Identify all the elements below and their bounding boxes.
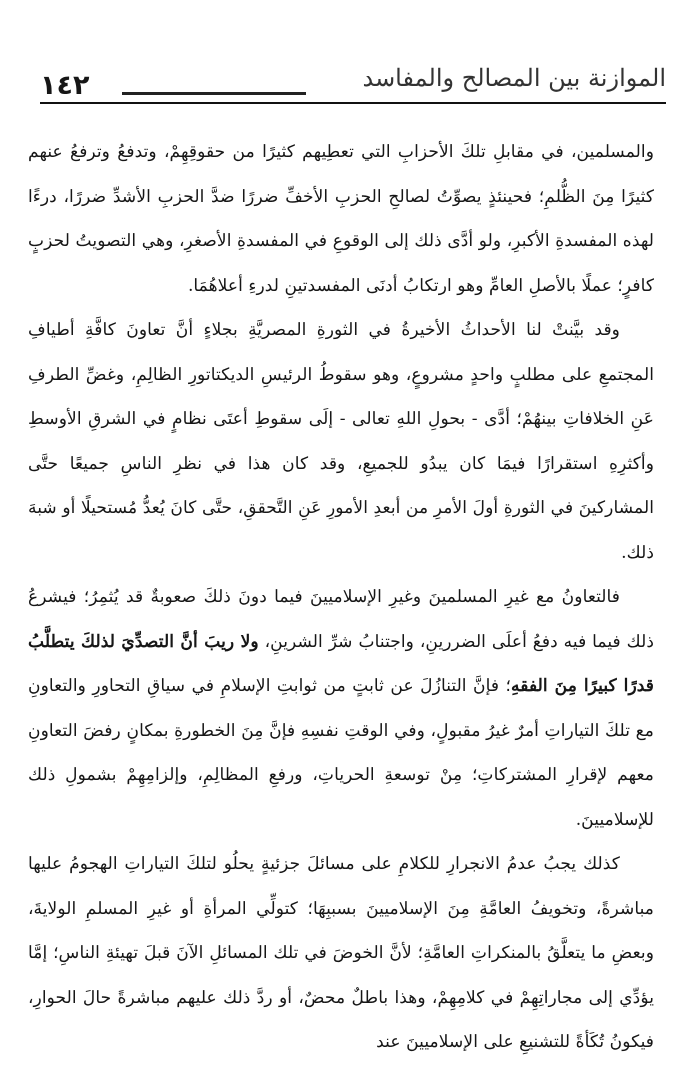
header-rule: [122, 92, 306, 95]
paragraph: [28, 575, 654, 842]
running-title: الموازنة بين المصالح والمفاسد: [362, 64, 666, 92]
paragraph-text: والمسلمين، في مقابلِ تلكَ الأحزابِ التي تعطِيهم كثيرًا من حقوقِهِمْ، وتدفعُ وترفعُ عنهم كثيرًا مِنَ الظُّلمِ؛ فحينئذٍ يصوِّتُ لصالحِ الحزبِ الأخفِّ ضررًا ضدَّ الحزبِ الأشدِّ ضررًا، درءًا لهذه المفسدةِ الأكبرِ، ولو أدَّى ذلك إلى الوقوعِ في المفسدةِ الأصغرِ، وهي التصويتُ لحزبٍ كافرٍ؛ عملًا بالأصلِ العامِّ وهو ارتكابُ أدنَى المفسدتينِ لدرءِ أعلاهُمَا.: [28, 142, 654, 296]
paragraph-text: فالتعاونُ مع غيرِ المسلمينَ وغيرِ الإسلاميينَ فيما دونَ ذلكَ صعوبةٌ قد يُثمِرُ؛ فيشرعُ ذلك فيما فيه دفعُ أعلَى الضررينِ، واجتنابُ شرِّ الشرينِ،: [28, 587, 655, 652]
paragraph: [28, 308, 654, 575]
header-divider: [40, 102, 666, 104]
body-text: [28, 130, 654, 1065]
paragraph-text: كذلك يجبُ عدمُ الانجرارِ للكلامِ على مسائلَ جزئيةٍ يحلُو لتلكَ التياراتِ الهجومُ عليها مباشرةً، وتخويفُ العامَّةِ مِنَ الإسلاميينَ بسببِهَا؛ كتولِّي المرأةِ أو غيرِ المسلمِ الولايةَ، وبعضِ ما يتعلَّقُ بالمنكراتِ العامَّةِ؛ لأنَّ الخوضَ في تلك المسائلِ الآنَ قبلَ تهيئةِ الناسِ؛ إمَّا يؤدِّي إلى مجاراتِهِمْ في كلامِهِمْ، وهذا باطلٌ محضٌ، أو ردَّ ذلك عليهم مباشرةً حالَ الحوارِ، فيكونُ تُكَأةً للتشنيعِ على الإسلاميينَ عند: [28, 854, 654, 1052]
paragraph-text: ؛ فإنَّ التنازُلَ عن ثابتٍ من ثوابتِ الإسلامِ في سياقِ التحاورِ والتعاونِ مع تلكَ التياراتِ أمرٌ غيرُ مقبولٍ، وفي الوقتِ نفسِهِ فإنَّ مِنَ الخطورةِ بمكانٍ رفضَ التعاونِ معهم لإقرارِ المشتركاتِ؛ مِنْ توسعةِ الحرياتِ، ورفعِ المظالِمِ، وإلزامِهِمْ بشمولِ ذلك للإسلاميينَ.: [28, 676, 654, 830]
page-number: ١٤٢: [40, 70, 90, 101]
paragraph: [28, 130, 654, 308]
paragraph: [28, 842, 654, 1065]
page-header: [40, 58, 666, 104]
paragraph-text: وقد بيَّنتْ لنا الأحداثُ الأخيرةُ في الثورةِ المصريَّةِ بجلاءٍ أنَّ تعاونَ كافَّةِ أطيافِ المجتمعِ على مطلبٍ واحدٍ مشروعٍ، وهو سقوطُ الرئيسِ الديكتاتورِ الظالِمِ، وغضِّ الطرفِ عَنِ الخلافاتِ بينهُمْ؛ أدَّى - بحولِ اللهِ تعالى - إلَى سقوطِ أعتَى نظامٍ في الشرقِ الأوسطِ وأكثرِهِ استقرارًا فيمَا كان يبدُو للجميعِ، وقد كان هذا في نظرِ الناسِ جميعًا حتَّى المشاركينَ في الثورةِ أولَ الأمرِ من أبعدِ الأمورِ عَنِ التَّحققِ، حتَّى كانَ يُعدُّ مُستحيلًا أو شبهَ ذلك.: [28, 320, 654, 563]
bold-statement: ولا ريبَ أنَّ التصدِّيَ لذلكَ يتطلَّبُ قدرًا كبيرًا مِنَ الفقهِ: [28, 631, 654, 696]
